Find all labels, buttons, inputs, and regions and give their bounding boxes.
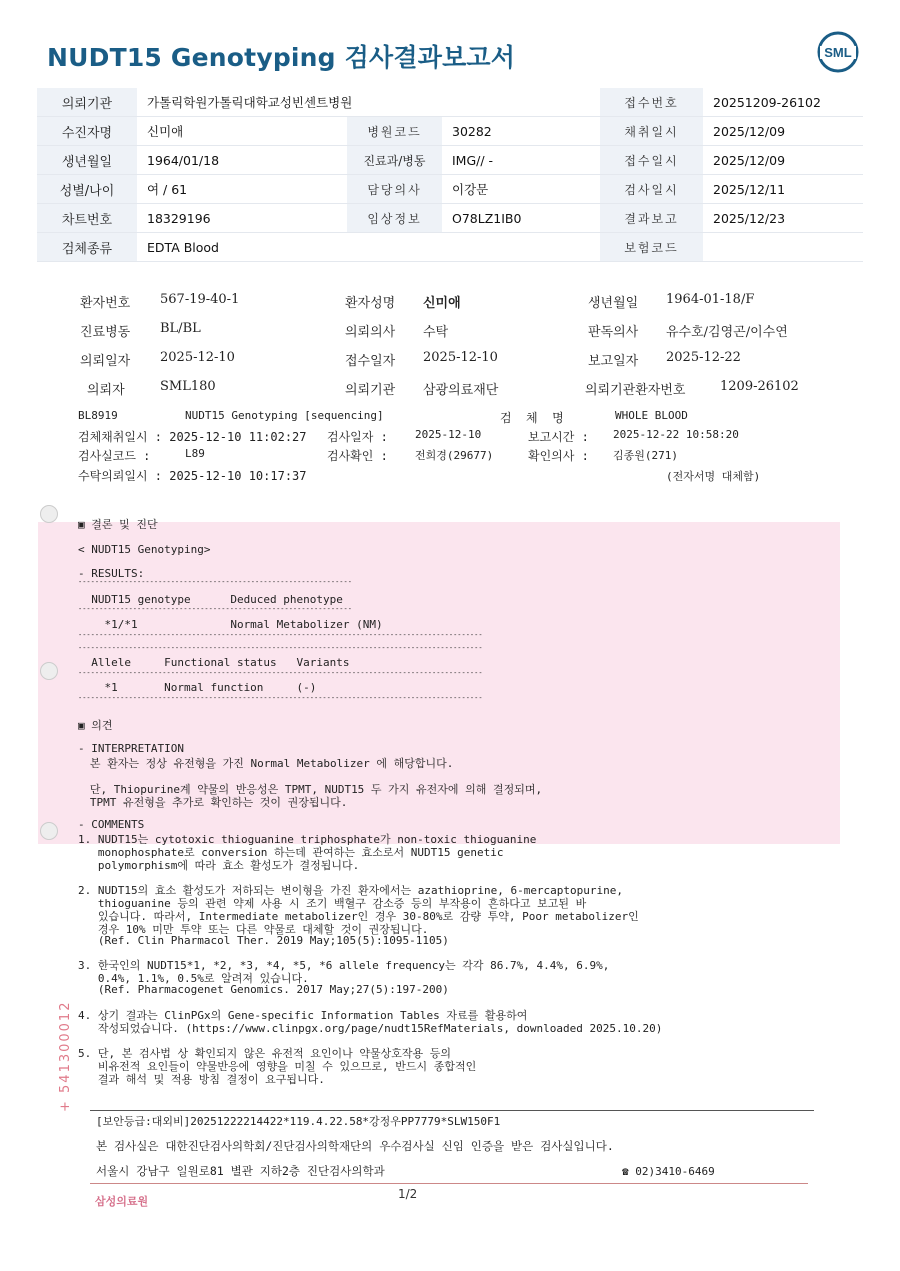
info-label: 접수번호: [600, 88, 703, 117]
interpretation-line: TPMT 유전형을 추가로 확인하는 것이 권장됩니다.: [70, 796, 348, 809]
page-number: 1/2: [398, 1187, 418, 1201]
punch-hole: [40, 505, 58, 523]
table-row: [37, 175, 863, 204]
comment-line: 경우 10% 미만 투약 또는 다른 약물로 대체할 것이 권장됩니다.: [78, 923, 429, 936]
sml-logo: [816, 30, 860, 74]
e-signature-note: (전자서명 대체함): [666, 470, 761, 483]
test-date-label: 검사일자 :: [327, 430, 388, 444]
patient-value: 신미애: [423, 296, 461, 311]
info-label: 임상정보: [347, 204, 442, 233]
comment-line: 있습니다. 따라서, Intermediate metabolizer인 경우 30-80%로 감량 투약, Poor metabolizer인: [78, 910, 639, 923]
info-label: 검체종류: [37, 233, 137, 262]
comment-line: 결과 해석 및 적용 방침 결정이 요구됩니다.: [78, 1073, 325, 1086]
info-value: 2025/12/09: [703, 117, 863, 146]
info-value: EDTA Blood: [137, 233, 600, 262]
info-value: 여 / 61: [137, 175, 347, 204]
collect-datetime: 검체채취일시 : 2025-12-10 11:02:27: [78, 430, 307, 444]
punch-hole: [40, 662, 58, 680]
info-label: 병원코드: [347, 117, 442, 146]
specimen-label: 검 체 명: [500, 411, 564, 425]
lab-code-label: 검사실코드 :: [78, 449, 151, 463]
patient-value: 2025-12-10: [423, 350, 498, 365]
dash-line: ------------------------------------------------------------------------------------------------: [78, 694, 483, 702]
comment-line: thioguanine 등의 관련 약제 사용 시 조기 백혈구 감소증 등의 부작용이 흔하다고 보고된 바: [78, 897, 587, 910]
results-heading: - RESULTS:: [78, 567, 145, 580]
report-time-label: 보고시간 :: [528, 430, 589, 444]
results-header: NUDT15 genotype Deduced phenotype: [78, 593, 343, 606]
comment-line: (Ref. Clin Pharmacol Ther. 2019 May;105(5):1095-1105): [78, 934, 449, 947]
table-row: [37, 88, 863, 117]
info-label: 채취일시: [600, 117, 703, 146]
phone: ☎ 02)3410-6469: [622, 1165, 715, 1178]
info-label: 담당의사: [347, 175, 442, 204]
patient-value: 유수호/김영곤/이수연: [666, 325, 788, 340]
comment-line: 0.4%, 1.1%, 0.5%로 알려져 있습니다.: [78, 972, 309, 985]
table-row: [37, 204, 863, 233]
info-label: 의뢰기관: [37, 88, 137, 117]
patient-label: 의뢰기관: [345, 383, 396, 398]
dash-line: ------------------------------------------------------------------------------------------------: [78, 631, 483, 639]
patient-value: BL/BL: [160, 321, 201, 336]
info-value: 2025/12/11: [703, 175, 863, 204]
info-value: 가톨릭학원가톨릭대학교성빈센트병원: [137, 88, 600, 117]
patient-label: 환자성명: [345, 296, 396, 311]
info-value: O78LZ1IB0: [442, 204, 600, 233]
report-title: NUDT15 Genotyping 검사결과보고서: [47, 43, 516, 72]
patient-label: 의뢰의사: [345, 325, 396, 340]
info-value: 2025/12/23: [703, 204, 863, 233]
report-time: 2025-12-22 10:58:20: [613, 428, 739, 441]
info-label: 검사일시: [600, 175, 703, 204]
dash-line: -----------------------------------------------------------------: [78, 578, 352, 586]
info-value: IMG// -: [442, 146, 600, 175]
footer-rule: [90, 1183, 808, 1184]
hospital-logo: 삼성의료원: [95, 1195, 149, 1208]
side-barcode-number: + 541300012: [58, 1000, 73, 1112]
patient-value: SML180: [160, 379, 216, 394]
comment-line: 작성되었습니다. (https://www.clinpgx.org/page/nudt15RefMaterials, downloaded 2025.10.20): [78, 1022, 663, 1035]
punch-hole: [40, 822, 58, 840]
patient-label: 의뢰자: [87, 383, 125, 398]
section-opinion: ▣ 의견: [78, 719, 113, 732]
patient-label: 환자번호: [80, 296, 131, 311]
patient-value: 1209-26102: [720, 379, 799, 394]
info-value: 2025/12/09: [703, 146, 863, 175]
info-label: 보험코드: [600, 233, 703, 262]
patient-value: 수탁: [423, 325, 449, 340]
interpretation-line: 단, Thiopurine계 약물의 반응성은 TPMT, NUDT15 두 가지 유전자에 의해 결정되며,: [70, 783, 543, 796]
test-name: NUDT15 Genotyping [sequencing]: [185, 409, 384, 422]
patient-label: 생년월일: [588, 296, 639, 311]
comment-line: (Ref. Pharmacogenet Genomics. 2017 May;27(5):197-200): [78, 983, 449, 996]
table-row: [37, 233, 863, 262]
test-confirm: 전희경(29677): [415, 449, 494, 462]
test-code: BL8919: [78, 409, 118, 422]
info-value: 20251209-26102: [703, 88, 863, 117]
comments-heading: - COMMENTS: [78, 818, 145, 831]
patient-label: 의뢰기관환자번호: [585, 383, 686, 398]
info-label: 성별/나이: [37, 175, 137, 204]
info-value: 30282: [442, 117, 600, 146]
comment-line: 4. 상기 결과는 ClinPGx의 Gene-specific Information Tables 자료를 활용하여: [78, 1009, 528, 1022]
genotype-row: *1/*1 Normal Metabolizer (NM): [78, 618, 383, 631]
info-value: 신미애: [137, 117, 347, 146]
dash-line: ------------------------------------------------------------------------------------------------: [78, 644, 483, 652]
patient-label: 접수일자: [345, 354, 396, 369]
certification-note: 본 검사실은 대한진단검사의학회/진단검사의학재단의 우수검사실 신임 인증을 받은 검사실입니다.: [96, 1139, 614, 1153]
lab-code: L89: [185, 447, 205, 460]
comment-line: polymorphism에 따라 효소 활성도가 결정됩니다.: [78, 859, 360, 872]
comment-line: 3. 한국인의 NUDT15*1, *2, *3, *4, *5, *6 allele frequency는 각각 86.7%, 4.4%, 6.9%,: [78, 959, 610, 972]
info-label: 접수일시: [600, 146, 703, 175]
security-line: [보안등급:대외비]20251222214422*119.4.22.58*강정우PP7779*SLW150F1: [96, 1115, 501, 1128]
interpretation-line: 본 환자는 정상 유전형을 가진 Normal Metabolizer 에 해당합니다.: [70, 757, 454, 770]
info-label: 수진자명: [37, 117, 137, 146]
patient-label: 보고일자: [588, 354, 639, 369]
info-value: [703, 233, 863, 262]
info-value: 1964/01/18: [137, 146, 347, 175]
subtitle: < NUDT15 Genotyping>: [78, 543, 211, 556]
comment-line: 1. NUDT15는 cytotoxic thioguanine triphosphate가 non-toxic thioguanine: [78, 833, 537, 846]
footer-rule: [90, 1110, 814, 1111]
confirm-doctor-label: 확인의사 :: [528, 449, 589, 463]
patient-value: 2025-12-22: [666, 350, 741, 365]
test-date: 2025-12-10: [415, 428, 482, 441]
address: 서울시 강남구 일원로81 별관 지하2층 진단검사의학과: [96, 1164, 385, 1178]
logo-text: SML: [824, 45, 852, 60]
info-label: 차트번호: [37, 204, 137, 233]
comment-line: 비유전적 요인들이 약물반응에 영향을 미칠 수 있으므로, 반드시 종합적인: [78, 1060, 477, 1073]
comment-line: 2. NUDT15의 효소 활성도가 저하되는 변이형을 가진 환자에서는 azathioprine, 6-mercaptopurine,: [78, 884, 624, 897]
test-confirm-label: 검사확인 :: [327, 449, 388, 463]
order-info-table: [37, 88, 863, 262]
comment-line: 5. 단, 본 검사법 상 확인되지 않은 유전적 요인이나 약물상호작용 등의: [78, 1047, 451, 1060]
patient-value: 2025-12-10: [160, 350, 235, 365]
patient-value: 567-19-40-1: [160, 292, 240, 307]
dash-line: -----------------------------------------------------------------: [78, 605, 352, 613]
patient-label: 의뢰일자: [80, 354, 131, 369]
info-label: 진료과/병동: [347, 146, 442, 175]
section-conclusion: ▣ 결론 및 진단: [78, 518, 158, 531]
confirm-doctor: 김종원(271): [613, 449, 678, 462]
patient-label: 진료병동: [80, 325, 131, 340]
request-datetime: 수탁의뢰일시 : 2025-12-10 10:17:37: [78, 469, 307, 483]
patient-value: 삼광의료재단: [423, 383, 499, 398]
patient-label: 판독의사: [588, 325, 639, 340]
allele-header: Allele Functional status Variants: [78, 656, 350, 669]
specimen-value: WHOLE BLOOD: [615, 409, 688, 422]
info-value: 이강문: [442, 175, 600, 204]
interpretation-heading: - INTERPRETATION: [78, 742, 184, 755]
table-row: [37, 117, 863, 146]
dash-line: ------------------------------------------------------------------------------------------------: [78, 669, 483, 677]
info-label: 생년월일: [37, 146, 137, 175]
info-label: 결과보고: [600, 204, 703, 233]
allele-row: *1 Normal function (-): [78, 681, 317, 694]
comment-line: monophosphate로 conversion 하는데 관여하는 효소로서 NUDT15 genetic: [78, 846, 504, 859]
patient-value: 1964-01-18/F: [666, 292, 755, 307]
table-row: [37, 146, 863, 175]
info-value: 18329196: [137, 204, 347, 233]
